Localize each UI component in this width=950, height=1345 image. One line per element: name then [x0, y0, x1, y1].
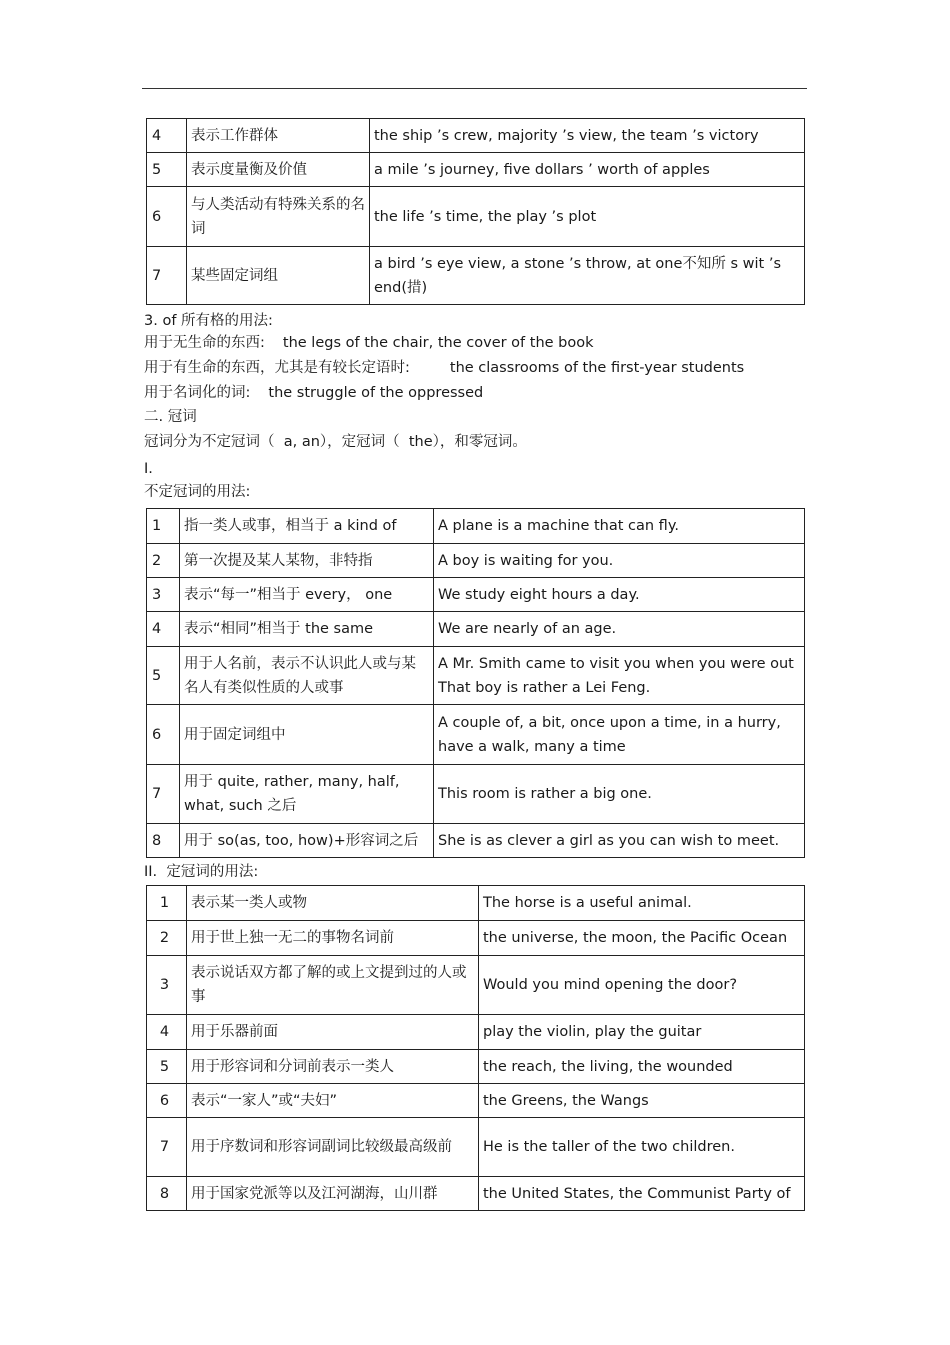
table-row [147, 1050, 805, 1084]
example-cell: He is the taller of the two children. [479, 1118, 805, 1177]
example-cell: A boy is waiting for you. [434, 544, 805, 578]
usage-cell: 表示“一家人”或“夫妇” [187, 1084, 479, 1118]
example-cell: a mile ’s journey, five dollars ’ worth of apples [370, 153, 805, 187]
table-row [147, 765, 805, 824]
row-number: 4 [147, 1015, 187, 1050]
table-row [147, 1177, 805, 1211]
row-number: 5 [147, 153, 187, 187]
usage-cell: 表示工作群体 [187, 119, 370, 153]
section-heading: 二. 冠词 [144, 409, 197, 425]
usage-cell: 用于乐器前面 [187, 1015, 479, 1050]
of-possessive-line [144, 383, 483, 403]
example-cell: a bird ’s eye view, a stone ’s throw, at one不知所 s wit ’s end(措) [370, 247, 805, 305]
usage-cell: 用于序数词和形容词副词比较级最高级前 [187, 1118, 479, 1177]
definite-article-table [146, 885, 805, 1211]
usage-cell: 用于形容词和分词前表示一类人 [187, 1050, 479, 1084]
example-cell: the life ’s time, the play ’s plot [370, 187, 805, 247]
usage-cell: 用于人名前，表示不认识此人或与某名人有类似性质的人或事 [180, 647, 434, 705]
line-example: the legs of the chair, the cover of the book [282, 335, 594, 351]
row-number: 4 [147, 119, 187, 153]
usage-cell: 用于国家党派等以及江河湖海，山川群 [187, 1177, 479, 1211]
row-number: 4 [147, 612, 180, 647]
usage-cell: 用于世上独一无二的事物名词前 [187, 921, 479, 956]
table-row [147, 544, 805, 578]
row-number: 5 [147, 1050, 187, 1084]
example-cell: play the violin, play the guitar [479, 1015, 805, 1050]
usage-cell: 表示“相同”相当于 the same [180, 612, 434, 647]
example-cell: We study eight hours a day. [434, 578, 805, 612]
usage-cell: 表示某一类人或物 [187, 886, 479, 921]
row-number: 7 [147, 247, 187, 305]
usage-cell: 用于 quite, rather, many, half, what, such 之后 [180, 765, 434, 824]
of-possessive-line [144, 358, 744, 378]
table-row [147, 1118, 805, 1177]
part-title: 不定冠词的用法: [144, 484, 251, 500]
table-row [147, 153, 805, 187]
usage-cell: 用于 so(as, too, how)+形容词之后 [180, 824, 434, 858]
line-label: 用于有生命的东西，尤其是有较长定语时: [144, 360, 410, 376]
usage-cell: 用于固定词组中 [180, 705, 434, 765]
usage-cell: 第一次提及某人某物，非特指 [180, 544, 434, 578]
table-row [147, 705, 805, 765]
row-number: 5 [147, 647, 180, 705]
example-cell: This room is rather a big one. [434, 765, 805, 824]
of-possessive-line [144, 333, 594, 353]
part-title: II. 定冠词的用法: [144, 864, 259, 880]
of-possessive-heading: 3. of 所有格的用法: [144, 313, 273, 329]
row-number: 7 [147, 765, 180, 824]
line-label: 用于无生命的东西: [144, 335, 265, 351]
row-number: 3 [147, 956, 187, 1015]
row-number: 3 [147, 578, 180, 612]
example-cell: the ship ’s crew, majority ’s view, the team ’s victory [370, 119, 805, 153]
usage-cell: 某些固定词组 [187, 247, 370, 305]
possessive-usage-table [146, 118, 805, 305]
table-row [147, 647, 805, 705]
example-cell: She is as clever a girl as you can wish to meet. [434, 824, 805, 858]
line-label: 用于名词化的词: [144, 385, 251, 401]
row-number: 6 [147, 187, 187, 247]
line-example: the classrooms of the first-year students [449, 360, 745, 376]
example-cell: the reach, the living, the wounded [479, 1050, 805, 1084]
table-row [147, 509, 805, 544]
table-row [147, 247, 805, 305]
part-numeral: I. [144, 461, 153, 477]
row-number: 2 [147, 921, 187, 956]
example-cell: We are nearly of an age. [434, 612, 805, 647]
row-number: 1 [147, 886, 187, 921]
example-cell: Would you mind opening the door? [479, 956, 805, 1015]
table-row [147, 1084, 805, 1118]
usage-cell: 指一类人或事，相当于 a kind of [180, 509, 434, 544]
row-number: 6 [147, 1084, 187, 1118]
table-row [147, 956, 805, 1015]
table-row [147, 119, 805, 153]
usage-cell: 表示“每一”相当于 every， one [180, 578, 434, 612]
table-row [147, 886, 805, 921]
example-cell: A plane is a machine that can fly. [434, 509, 805, 544]
example-cell: the United States, the Communist Party of [479, 1177, 805, 1211]
row-number: 8 [147, 824, 180, 858]
usage-cell: 表示说话双方都了解的或上文提到过的人或事 [187, 956, 479, 1015]
table-row [147, 824, 805, 858]
row-number: 8 [147, 1177, 187, 1211]
row-number: 6 [147, 705, 180, 765]
line-example: the struggle of the oppressed [268, 385, 484, 401]
table-row [147, 187, 805, 247]
header-rule [142, 88, 807, 89]
example-cell: A Mr. Smith came to visit you when you were out That boy is rather a Lei Feng. [434, 647, 805, 705]
example-cell: The horse is a useful animal. [479, 886, 805, 921]
table-row [147, 921, 805, 956]
usage-cell: 表示度量衡及价值 [187, 153, 370, 187]
row-number: 2 [147, 544, 180, 578]
example-cell: A couple of, a bit, once upon a time, in a hurry, have a walk, many a time [434, 705, 805, 765]
table-row [147, 578, 805, 612]
row-number: 1 [147, 509, 180, 544]
example-cell: the universe, the moon, the Pacific Ocean [479, 921, 805, 956]
indefinite-article-table [146, 508, 805, 858]
row-number: 7 [147, 1118, 187, 1177]
table-row [147, 1015, 805, 1050]
section-intro: 冠词分为不定冠词（ a, an），定冠词（ the），和零冠词。 [144, 434, 527, 450]
table-row [147, 612, 805, 647]
example-cell: the Greens, the Wangs [479, 1084, 805, 1118]
usage-cell: 与人类活动有特殊关系的名词 [187, 187, 370, 247]
